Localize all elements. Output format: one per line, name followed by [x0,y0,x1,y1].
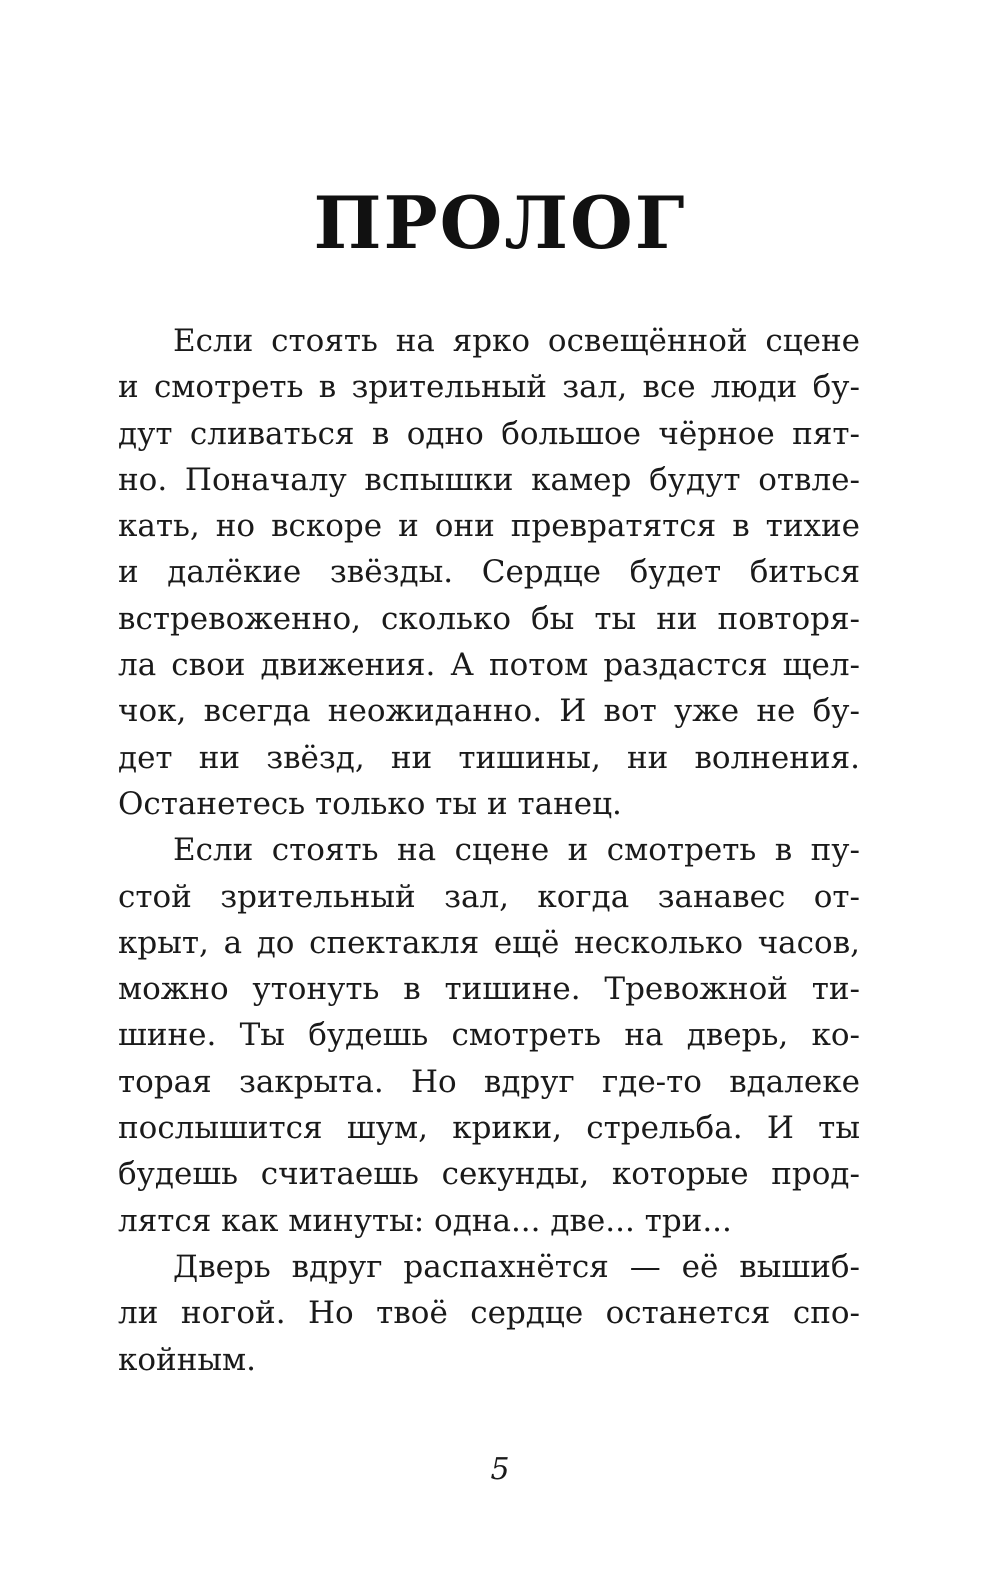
chapter-title: ПРОЛОГ [313,180,687,265]
text-line: лятся как минуты: одна... две... три... [118,1202,732,1239]
text-line: можно утонуть в тишине. Тревожной ти- [118,971,860,1008]
text-line: Останетесь только ты и танец. [118,785,622,822]
text-line: кать, но вскоре и они превратятся в тихие [118,508,860,545]
text-line: Если стоять на ярко освещённой сцене [173,323,860,359]
text-line: чок, всегда неожиданно. И вот уже не бу- [118,693,860,730]
chapter-body [118,318,860,1383]
text-line: шине. Ты будешь смотреть на дверь, ко- [118,1017,860,1054]
text-line: встревоженно, сколько бы ты ни повторя- [118,600,860,637]
text-line: койным. [118,1341,257,1378]
page-number: 5 [490,1452,510,1487]
text-line: и смотреть в зрительный зал, все люди бу- [118,369,860,406]
text-line: и далёкие звёзды. Сердце будет биться [118,554,860,591]
text-line: дет ни звёзд, ни тишины, ни волнения. [118,739,860,776]
text-line: послышится шум, крики, стрельба. И ты [118,1110,860,1147]
text-line: крыт, а до спектакля ещё несколько часов, [118,924,860,961]
text-line: ли ногой. Но твоё сердце останется спо- [118,1295,860,1332]
text-line: дут сливаться в одно большое чёрное пят- [118,415,860,452]
text-line: ла свои движения. А потом раздастся щел- [118,647,860,684]
text-line: Если стоять на сцене и смотреть в пу- [173,832,860,869]
text-line: но. Поначалу вспышки камер будут отвле- [118,461,860,498]
text-line: Дверь вдруг распахнётся — её вышиб- [173,1248,860,1285]
text-line: стой зрительный зал, когда занавес от- [118,878,860,915]
text-line: будешь считаешь секунды, которые прод- [118,1156,860,1193]
text-line: торая закрыта. Но вдруг где-то вдалеке [118,1063,860,1100]
